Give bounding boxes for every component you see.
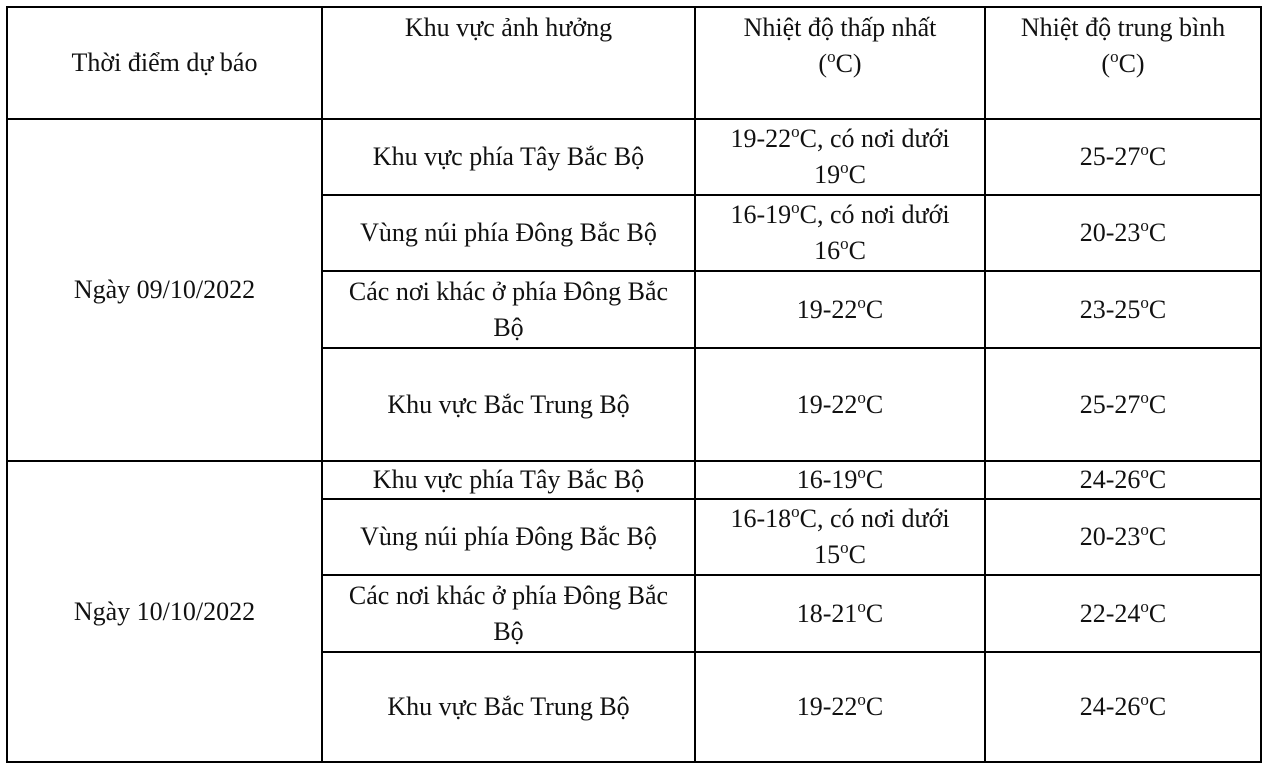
- avg-temp-cell: 25-27$^o$C: [985, 348, 1261, 461]
- avg-temp-cell: 24-26$^o$C: [985, 461, 1261, 499]
- header-region: Khu vực ảnh hưởng: [322, 7, 695, 119]
- header-avg-temp: Nhiệt độ trung bình ($^o$C): [985, 7, 1261, 119]
- region-cell: Vùng núi phía Đông Bắc Bộ: [322, 499, 695, 575]
- header-time: Thời điểm dự báo: [7, 7, 322, 119]
- region-cell: Vùng núi phía Đông Bắc Bộ: [322, 195, 695, 271]
- min-temp-cell: 19-22$^o$C, có nơi dưới 19$^o$C: [695, 119, 985, 195]
- forecast-date: Ngày 09/10/2022: [7, 119, 322, 461]
- header-row: [7, 7, 1261, 119]
- region-cell: Khu vực Bắc Trung Bộ: [322, 652, 695, 762]
- avg-temp-cell: 20-23$^o$C: [985, 499, 1261, 575]
- forecast-table: [6, 6, 1262, 763]
- min-temp-cell: 16-19$^o$C, có nơi dưới 16$^o$C: [695, 195, 985, 271]
- min-temp-cell: 19-22$^o$C: [695, 271, 985, 348]
- header-avg-temp-label: Nhiệt độ trung bình: [1020, 13, 1226, 42]
- header-min-temp: Nhiệt độ thấp nhất ($^o$C): [695, 7, 985, 119]
- header-min-temp-label: Nhiệt độ thấp nhất: [743, 13, 937, 42]
- region-cell: Khu vực Bắc Trung Bộ: [322, 348, 695, 461]
- region-cell: Khu vực phía Tây Bắc Bộ: [322, 119, 695, 195]
- table-row: [7, 461, 1261, 499]
- region-cell: Khu vực phía Tây Bắc Bộ: [322, 461, 695, 499]
- avg-temp-cell: 20-23$^o$C: [985, 195, 1261, 271]
- table-row: [7, 119, 1261, 195]
- region-cell: Các nơi khác ở phía Đông Bắc Bộ: [322, 271, 695, 348]
- avg-temp-cell: 22-24$^o$C: [985, 575, 1261, 652]
- forecast-date: Ngày 10/10/2022: [7, 461, 322, 762]
- min-temp-cell: 18-21$^o$C: [695, 575, 985, 652]
- min-temp-cell: 19-22$^o$C: [695, 652, 985, 762]
- avg-temp-cell: 23-25$^o$C: [985, 271, 1261, 348]
- min-temp-cell: 16-18$^o$C, có nơi dưới 15$^o$C: [695, 499, 985, 575]
- avg-temp-cell: 25-27$^o$C: [985, 119, 1261, 195]
- region-cell: Các nơi khác ở phía Đông Bắc Bộ: [322, 575, 695, 652]
- avg-temp-cell: 24-26$^o$C: [985, 652, 1261, 762]
- min-temp-cell: 19-22$^o$C: [695, 348, 985, 461]
- min-temp-cell: 16-19$^o$C: [695, 461, 985, 499]
